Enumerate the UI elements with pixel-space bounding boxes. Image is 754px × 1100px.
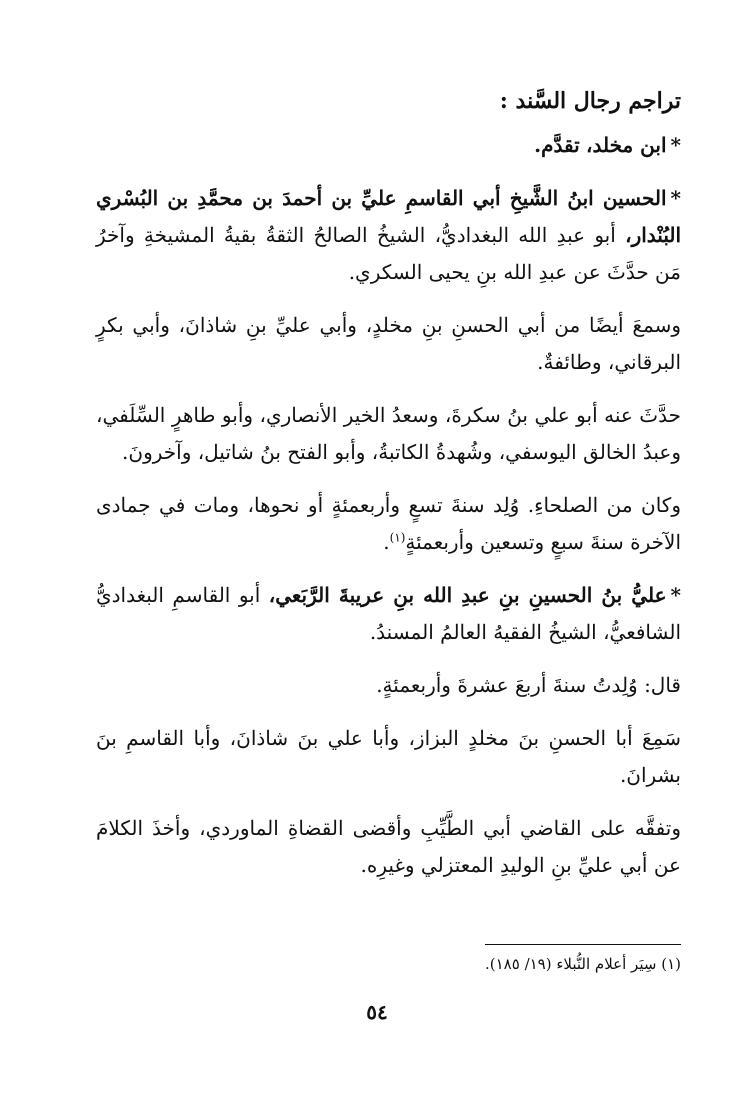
entry-text: تقدَّم. [534,133,580,157]
paragraph-end: . [383,530,390,554]
section-heading: تراجم رجال السَّند : [499,88,681,114]
entry-text: أبو عبدِ الله البغداديُّ، الشيخُ الصالحُ الثقةُ بقيةُ المشيخةِ وآخرُ مَن حدَّثَ عن عبدِ الله بنِ يحيى السكري. [96,223,681,284]
star-icon: * [670,133,681,157]
paragraph-haddatha: حدَّثَ عنه أبو علي بنُ سكرةَ، وسعدُ الخير الأنصاري، وأبو طاهرٍ السِّلَفي، وعبدُ الخالق اليوسفي، وشُهدةُ الكاتبةُ، وأبو الفتح بنُ شاتيل، وآخرونَ. [96,403,681,464]
paragraph-qala: قال: وُلِدتُ سنةَ أربعَ عشرةَ وأربعمئةٍ. [376,673,681,697]
footnote-text: سِيَر أعلام النُّبلاء (١٩/ ١٨٥). [485,955,657,973]
paragraph-text: وكان من الصلحاءِ. وُلِد سنةَ تسعٍ وأربعمئةٍ أو نحوها، ومات في جمادى الآخرة سنةَ سبعٍ وتسعين وأربعمئةٍ [96,493,681,554]
paragraph-salaha [96,487,681,561]
entry-text: أبو القاسمِ البغداديُّ الشافعيُّ، الشيخُ الفقيهُ العالمُ المسندُ. [96,583,681,644]
page-body [96,85,681,900]
footnote-number: (١) [661,955,681,973]
footnote [96,952,681,976]
star-icon: * [670,583,681,607]
footnote-divider [485,944,681,945]
paragraph-sama: وسمعَ أيضًا من أبي الحسنِ بنِ مخلدٍ، وأبي عليِّ بنِ شاذانَ، وأبي بكرٍ البرقاني، وطائفةٌ. [96,313,681,374]
star-icon: * [670,186,681,210]
footnote-reference[interactable]: (١) [389,530,406,545]
entry-name: الحسين ابنُ الشَّيخِ أبي القاسمِ عليِّ بن أحمدَ بن محمَّدِ بن البُسْري البُنْدار، [96,186,681,247]
entry-name: عليُّ بنُ الحسينِ بنِ عبدِ الله بنِ عريبةَ الرَّبَعي، [268,583,667,607]
entry-ali-ibn-al-husayn [96,577,681,651]
paragraph-tafaqqaha: وتفقَّه على القاضي أبي الطَّيِّبِ وأقضى القضاةِ الماوردي، وأخذَ الكلامَ عن أبي عليِّ بنِ الوليدِ المعتزلي وغيرِه. [96,816,681,877]
paragraph-samia: سَمِعَ أبا الحسنِ بنَ مخلدٍ البزاز، وأبا علي بنَ شاذانَ، وأبا القاسمِ بنَ بشرانَ. [96,726,681,787]
entry-name: ابن مخلد، [586,133,667,157]
page-number: ٥٤ [366,1000,388,1024]
entry-al-husayn [96,180,681,291]
entry-ibn-makhlad [96,127,681,164]
